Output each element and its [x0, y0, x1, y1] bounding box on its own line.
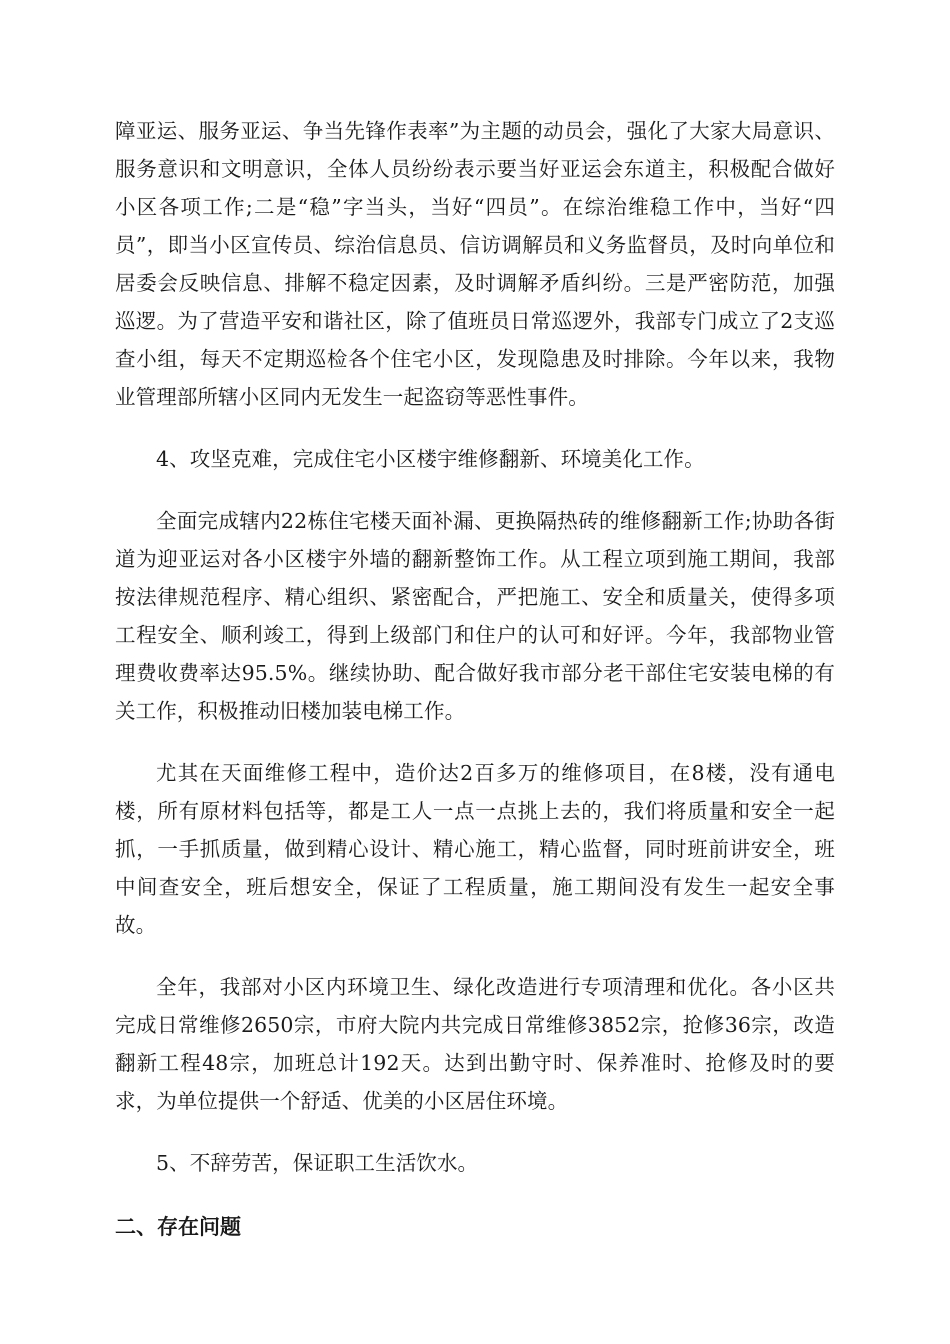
paragraph-renovation-work: 全面完成辖内22栋住宅楼天面补漏、更换隔热砖的维修翻新工作;协助各街道为迎亚运对各小区楼宇外墙的翻新整饰工作。从工程立项到施工期间，我部按法律规范程序、精心组织、紧密配合，严把施工、安全和质量关，使得多项工程安全、顺利竣工，得到上级部门和住户的认可和好评。今年，我部物业管理费收费率达95.5%。继续协助、配合做好我市部分老干部住宅安装电梯的有关工作，积极推动旧楼加装电梯工作。: [115, 509, 835, 723]
section-heading-problems: 二、存在问题: [115, 1215, 241, 1239]
paragraph-annual-maintenance: 全年，我部对小区内环境卫生、绿化改造进行专项清理和优化。各小区共完成日常维修2650宗，市府大院内共完成日常维修3852宗，抢修36宗，改造翻新工程48宗，加班总计192天。达到出勤守时、保养准时、抢修及时的要求，为单位提供一个舒适、优美的小区居住环境。: [115, 975, 835, 1113]
paragraph-roof-repair-project: 尤其在天面维修工程中，造价达2百多万的维修项目，在8楼，没有通电楼，所有原材料包括等，都是工人一点一点挑上去的，我们将质量和安全一起抓，一手抓质量，做到精心设计、精心施工，精心监督，同时班前讲安全，班中间查安全，班后想安全，保证了工程质量，施工期间没有发生一起安全事故。: [115, 761, 835, 937]
paragraph-continued-security-work: 障亚运、服务亚运、争当先锋作表率”为主题的动员会，强化了大家大局意识、服务意识和文明意识，全体人员纷纷表示要当好亚运会东道主，积极配合做好小区各项工作;二是“稳”字当头，当好“四员”。在综治维稳工作中，当好“四员”，即当小区宣传员、综治信息员、信访调解员和义务监督员，及时向单位和居委会反映信息、排解不稳定因素，及时调解矛盾纠纷。三是严密防范，加强巡逻。为了营造平安和谐社区，除了值班员日常巡逻外，我部专门成立了2支巡查小组，每天不定期巡检各个住宅小区，发现隐患及时排除。今年以来，我物业管理部所辖小区同内无发生一起盗窃等恶性事件。: [115, 119, 835, 409]
paragraph-item-4-title: 4、攻坚克难，完成住宅小区楼宇维修翻新、环境美化工作。: [156, 447, 705, 471]
document-page: [115, 112, 835, 1246]
paragraph-item-5-title: 5、不辞劳苦，保证职工生活饮水。: [156, 1151, 479, 1175]
